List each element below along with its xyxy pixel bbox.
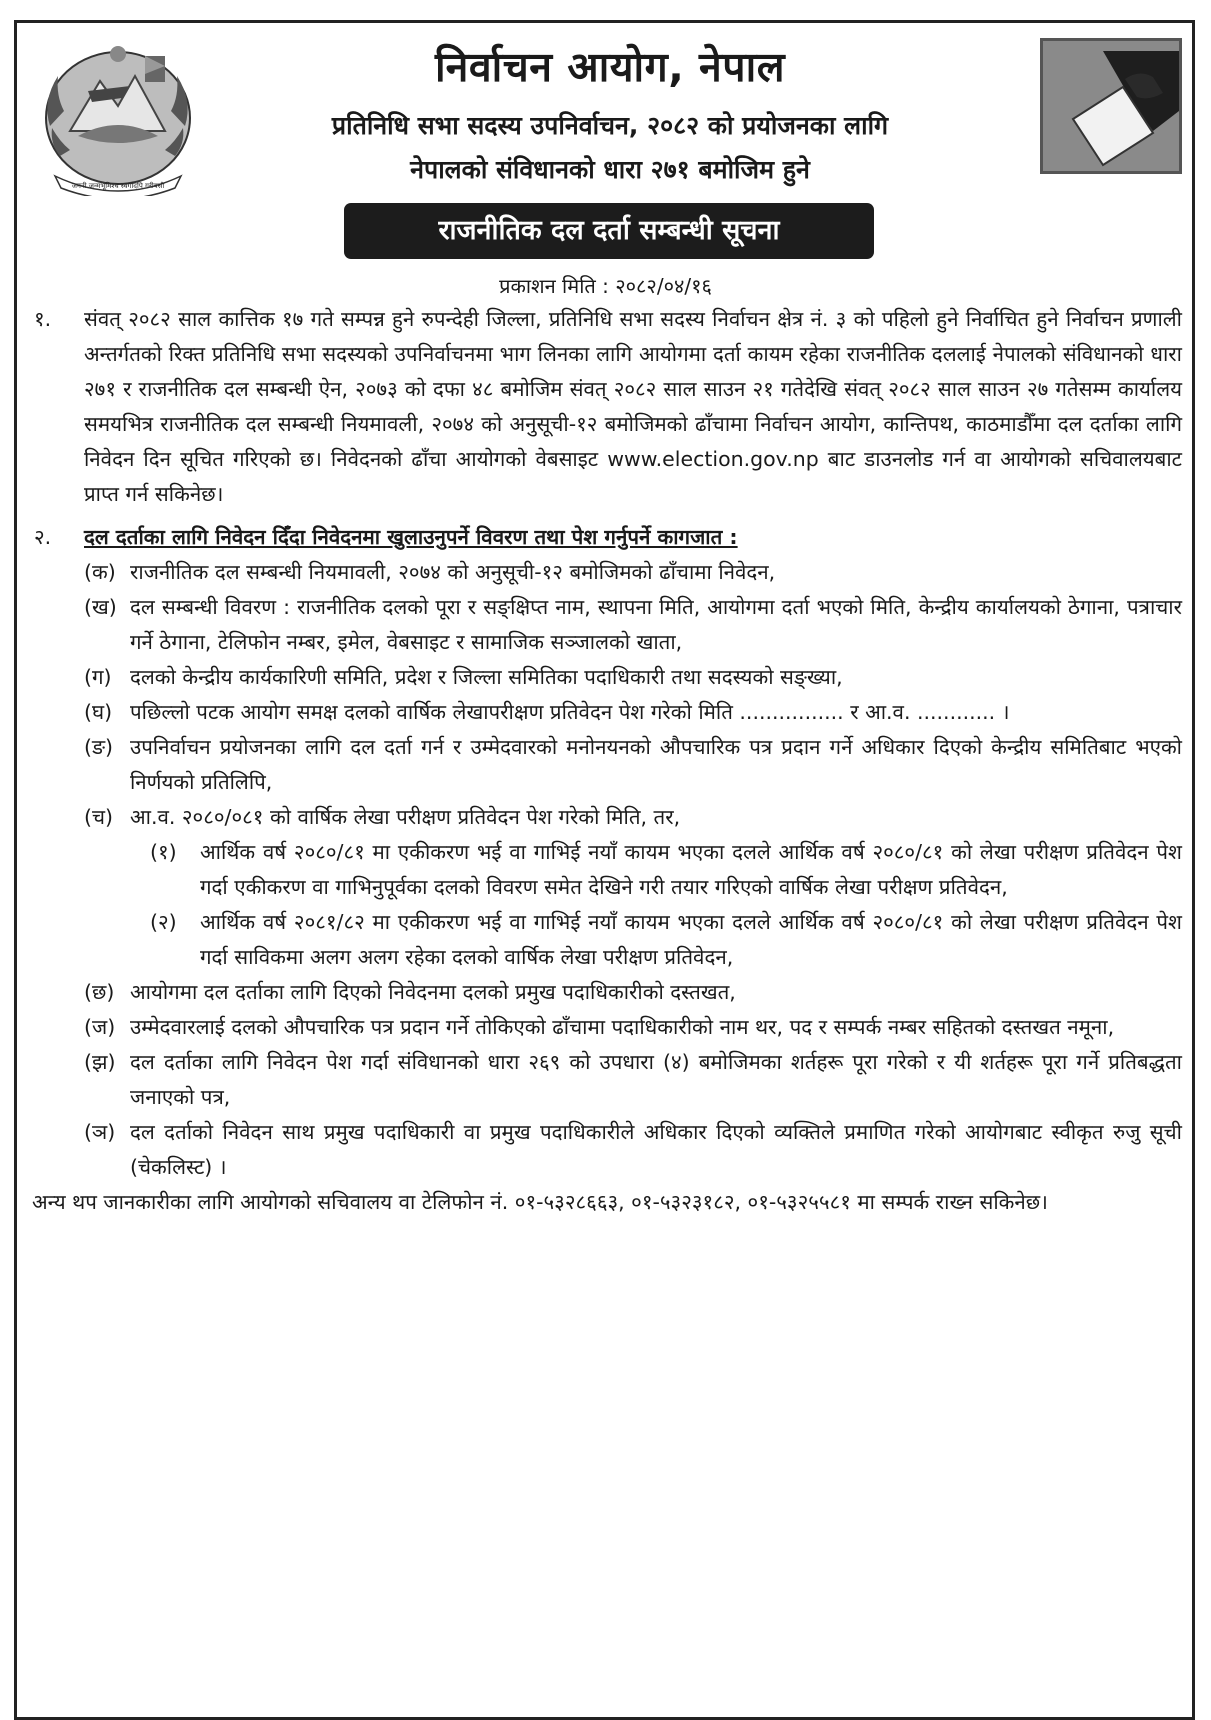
list-item (32, 975, 1182, 1010)
notice-body (32, 302, 1182, 1220)
item-text: उम्मेदवारलाई दलको औपचारिक पत्र प्रदान गर्ने तोकिएको ढाँचामा पदाधिकारीको नाम थर, पद र सम्पर्क नम्बर सहितको दस्तखत नमूना, (130, 1015, 1115, 1039)
item-text: दल दर्ताको निवेदन साथ प्रमुख पदाधिकारी वा प्रमुख पदाधिकारीले अधिकार दिएको व्यक्तिले प्रमाणित गरेको आयोगबाट स्वीकृत रुजु सूची (चेकलिस्ट) । (130, 1120, 1182, 1179)
section-1 (32, 302, 1182, 512)
page-title: निर्वाचन आयोग, नेपाल (434, 43, 786, 91)
list-item (32, 800, 1182, 835)
list-item (32, 695, 1182, 730)
subtitle-line-1: प्रतिनिधि सभा सदस्य उपनिर्वाचन, २०८२ को प्रयोजनका लागि (331, 111, 889, 140)
list-item (32, 660, 1182, 695)
list-item (32, 1045, 1182, 1115)
sub-list-item (32, 835, 1182, 905)
item-tag: (ञ) (84, 1120, 116, 1144)
list-item (32, 730, 1182, 800)
subitem-text: आर्थिक वर्ष २०८०/८१ मा एकीकरण भई वा गाभिई नयाँ कायम भएका दलले आर्थिक वर्ष २०८०/८१ को लेखा परीक्षण प्रतिवेदन पेश गर्दा एकीकरण वा गाभिनुपूर्वका दलको विवरण समेत देखिने गरी तयार गरिएको वार्षिक लेखा परीक्षण प्रतिवेदन, (200, 840, 1182, 899)
item-text: आयोगमा दल दर्ताका लागि दिएको निवेदनमा दलको प्रमुख पदाधिकारीको दस्तखत, (130, 980, 736, 1004)
list-item (32, 1115, 1182, 1185)
sub-list-item (32, 905, 1182, 975)
item-tag: (झ) (84, 1050, 116, 1074)
item-tag: (ङ) (84, 735, 114, 759)
item-tag: (ख) (84, 595, 117, 619)
list-item (32, 590, 1182, 660)
list-item (32, 1010, 1182, 1045)
item-tag: (घ) (84, 700, 113, 724)
section-number: २. (34, 525, 52, 549)
item-text: दल सम्बन्धी विवरण : राजनीतिक दलको पूरा र सङ्क्षिप्त नाम, स्थापना मिति, आयोगमा दर्ता भएको मिति, केन्द्रीय कार्यालयको ठेगाना, पत्राचार गर्ने ठेगाना, टेलिफोन नम्बर, इमेल, वेबसाइट र सामाजिक सञ्जालको खाता, (130, 595, 1182, 654)
list-item (32, 555, 1182, 590)
section-number: १. (34, 307, 52, 331)
notice-banner: राजनीतिक दल दर्ता सम्बन्धी सूचना (344, 203, 874, 259)
item-tag: (च) (84, 805, 114, 829)
nepal-emblem-icon (30, 36, 205, 196)
item-text: पछिल्लो पटक आयोग समक्ष दलको वार्षिक लेखापरीक्षण प्रतिवेदन पेश गरेको मिति ................ र आ.व. ............ । (130, 700, 1010, 724)
item-text: आ.व. २०८०/०८१ को वार्षिक लेखा परीक्षण प्रतिवेदन पेश गरेको मिति, तर, (130, 805, 681, 829)
item-tag: (क) (84, 560, 116, 584)
item-tag: (छ) (84, 980, 115, 1004)
subitem-tag: (१) (150, 840, 177, 864)
publication-date: प्रकाशन मिति : २०८२/०४/१६ (499, 274, 712, 298)
item-text: उपनिर्वाचन प्रयोजनका लागि दल दर्ता गर्न र उम्मेदवारको मनोनयनको औपचारिक पत्र प्रदान गर्ने अधिकार दिएको केन्द्रीय समितिबाट भएको निर्णयको प्रतिलिपि, (130, 735, 1182, 794)
item-tag: (ज) (84, 1015, 116, 1039)
subtitle-line-2: नेपालको संविधानको धारा २७१ बमोजिम हुने (410, 155, 810, 184)
item-tag: (ग) (84, 665, 112, 689)
subitem-text: आर्थिक वर्ष २०८१/८२ मा एकीकरण भई वा गाभिई नयाँ कायम भएका दलले आर्थिक वर्ष २०८०/८१ को लेखा परीक्षण प्रतिवेदन पेश गर्दा साविकमा अलग अलग रहेका दलको वार्षिक लेखा परीक्षण प्रतिवेदन, (200, 910, 1182, 969)
ballot-box-icon (1040, 38, 1182, 174)
section-1-text: संवत् २०८२ साल कात्तिक १७ गते सम्पन्न हुने रुपन्देही जिल्ला, प्रतिनिधि सभा सदस्य निर्वाचन क्षेत्र नं. ३ को पहिलो हुने निर्वाचित हुने निर्वाचन प्रणाली अन्तर्गतको रिक्त प्रतिनिधि सभा सदस्यको उपनिर्वाचनमा भाग लिनका लागि आयोगमा दर्ता कायम रहेका राजनीतिक दललाई नेपालको संविधानको धारा २७१ र राजनीतिक दल सम्बन्धी ऐन, २०७३ को दफा ४८ बमोजिम संवत् २०८२ साल साउन २१ गतेदेखि संवत् २०८२ साल साउन २७ गतेसम्म कार्यालय समयभित्र राजनीतिक दल सम्बन्धी नियमावली, २०७४ को अनुसूची-१२ बमोजिमको ढाँचामा निर्वाचन आयोग, कान्तिपथ, काठमाडौँमा दल दर्ताका लागि निवेदन दिन सूचित गरिएको छ। निवेदनको ढाँचा आयोगको वेबसाइट www.election.gov.np बाट डाउनलोड गर्न वा आयोगको सचिवालयबाट प्राप्त गर्न सकिनेछ। (84, 307, 1182, 506)
emblem-motto: जननी जन्मभूमिश्च स्वर्गादपि गरीयसी (71, 182, 165, 190)
section-2 (32, 520, 1182, 555)
item-text: दल दर्ताका लागि निवेदन पेश गर्दा संविधानको धारा २६९ को उपधारा (४) बमोजिमका शर्तहरू पूरा गरेको र यी शर्तहरू पूरा गर्ने प्रतिबद्धता जनाएको पत्र, (130, 1050, 1182, 1109)
item-text: राजनीतिक दल सम्बन्धी नियमावली, २०७४ को अनुसूची-१२ बमोजिमको ढाँचामा निवेदन, (130, 560, 776, 584)
section-2-heading: दल दर्ताका लागि निवेदन दिँदा निवेदनमा खुलाउनुपर्ने विवरण तथा पेश गर्नुपर्ने कागजात : (84, 525, 738, 549)
contact-footer: अन्य थप जानकारीका लागि आयोगको सचिवालय वा टेलिफोन नं. ०१-५३२८६६३, ०१-५३२३१८२, ०१-५३२५५८१ मा सम्पर्क राख्न सकिनेछ। (32, 1190, 1048, 1214)
item-text: दलको केन्द्रीय कार्यकारिणी समिति, प्रदेश र जिल्ला समितिका पदाधिकारी तथा सदस्यको सङ्ख्या, (130, 665, 843, 689)
subitem-tag: (२) (150, 910, 177, 934)
